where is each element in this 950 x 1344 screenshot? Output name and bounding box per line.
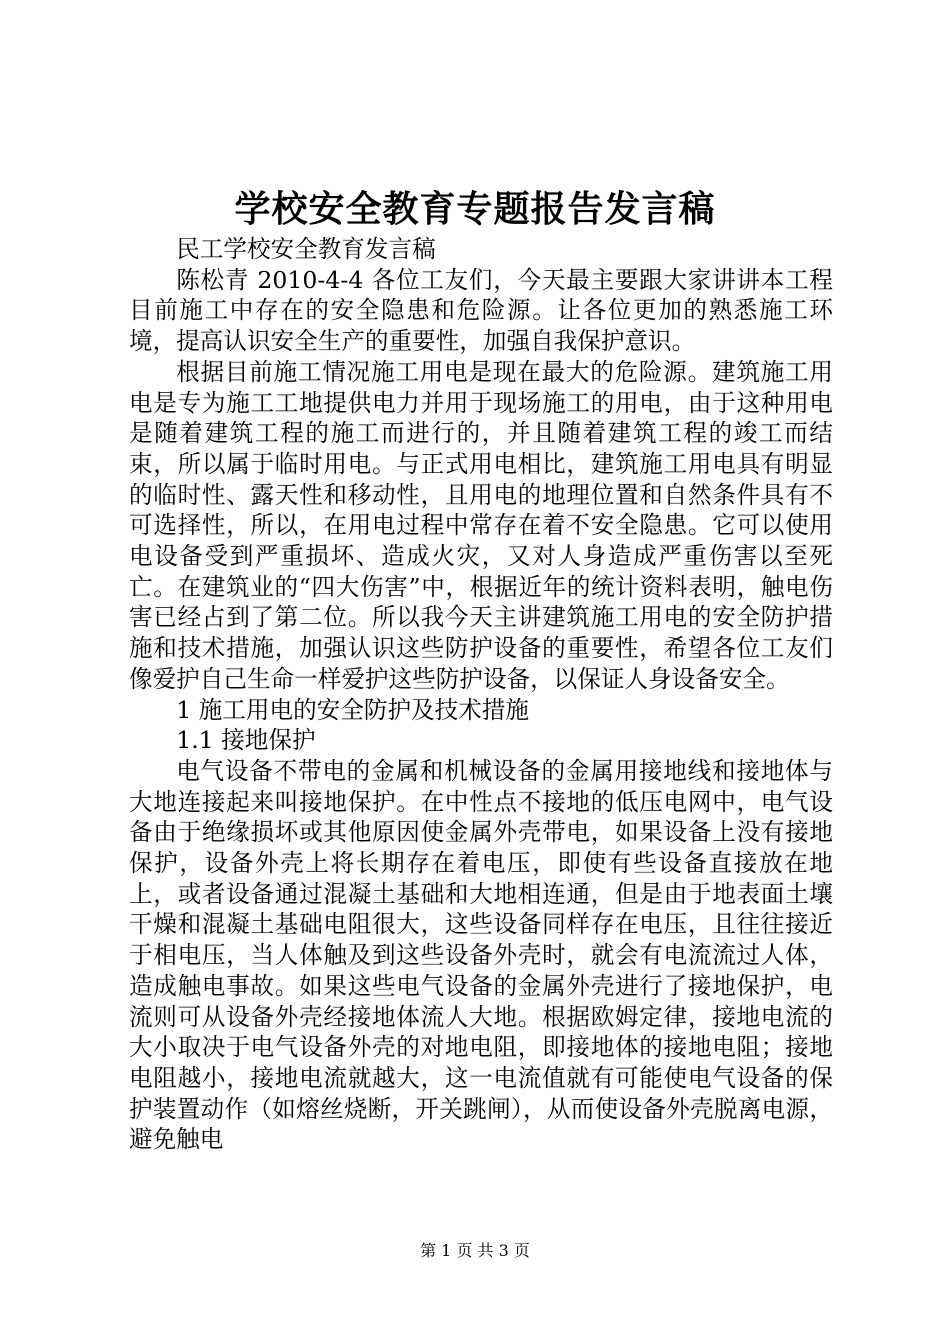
document-title: 学校安全教育专题报告发言稿 <box>234 188 716 230</box>
subsection-heading: 1.1 接地保护 <box>176 726 316 755</box>
paragraph-hazard: 根据目前施工情况施工用电是现在最大的危险源。建筑施工用电是专为施工工地提供电力并用于现场施工的用电，由于这种用电是随着建筑工程的施工而进行的，并且随着建筑工程的竣工而结束，所以属于临时用电。与正式用电相比，建筑施工用电具有明显的临时性、露天性和移动性，且用电的地理位置和自然条件具有不可选择性，所以，在用电过程中常存在着不安全隐患。它可以使用电设备受到严重损坏、造成火灾，又对人身造成严重伤害以至死亡。在建筑业的“四大伤害”中，根据近年的统计资料表明，触电伤害已经占到了第二位。所以我今天主讲建筑施工用电的安全防护措施和技术措施，加强认识这些防护设备的重要性，希望各位工友们像爱护自己生命一样爱护这些防护设备，以保证人身设备安全。 <box>129 357 833 693</box>
paragraph-subtitle: 民工学校安全教育发言稿 <box>176 235 436 263</box>
section-heading: 1 施工用电的安全防护及技术措施 <box>176 695 530 724</box>
paragraph-grounding: 电气设备不带电的金属和机械设备的金属用接地线和接地体与大地连接起来叫接地保护。在中性点不接地的低压电网中，电气设备由于绝缘损坏或其他原因使金属外壳带电，如果设备上没有接地保护，设备外壳上将长期存在着电压，即使有些设备直接放在地上，或者设备通过混凝土基础和大地相连通，但是由于地表面土壤干燥和混凝土基础电阻很大，这些设备同样存在电压，且往往接近于相电压，当人体触及到这些设备外壳时，就会有电流流过人体，造成触电事故。如果这些电气设备的金属外壳进行了接地保护，电流则可从设备外壳经接地体流人大地。根据欧姆定律，接地电流的大小取决于电气设备外壳的对地电阻，即接地体的接地电阻；接地电阻越小，接地电流就越大，这一电流值就有可能使电气设备的保护装置动作（如熔丝烧断，开关跳闸），从而使设备外壳脱离电源，避免触电 <box>129 756 833 1154</box>
paragraph-greeting: 陈松青 2010-4-4 各位工友们，今天最主要跟大家讲讲本工程目前施工中存在的安全隐患和危险源。让各位更加的熟悉施工环境，提高认识安全生产的重要性，加强自我保护意识。 <box>129 265 833 356</box>
page-footer: 第 1 页 共 3 页 <box>420 1241 530 1260</box>
document-body <box>129 234 833 1155</box>
